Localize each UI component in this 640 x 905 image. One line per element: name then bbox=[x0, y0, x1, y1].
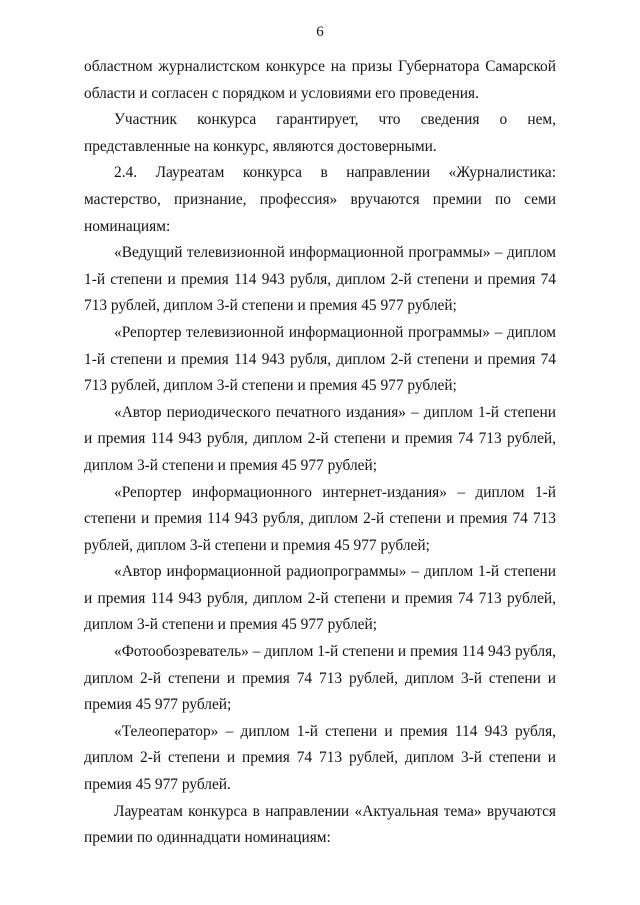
paragraph-guarantee: Участник конкурса гарантирует, что сведения о нем, представленные на конкурс, являются достоверными. bbox=[84, 111, 556, 155]
nomination-photo-reviewer: «Фотообозреватель» – диплом 1-й степени и премия 114 943 рубля, диплом 2-й степени и премия 74 713 рублей, диплом 3-й степени и премия 45 977 рублей; bbox=[84, 643, 556, 714]
nomination-radio-author: «Автор информационной радиопрограммы» – диплом 1-й степени и премия 114 943 рубля, диплом 2-й степени и премия 74 713 рублей, диплом 3-й степени и премия 45 977 рублей; bbox=[84, 563, 556, 634]
paragraph-actual-topic: Лауреатам конкурса в направлении «Актуальная тема» вручаются премии по одиннадцати номинациям: bbox=[84, 802, 556, 847]
nomination-tv-reporter: «Репортер телевизионной информационной программы» – диплом 1-й степени и премия 114 943 рубля, диплом 2-й степени и премия 74 713 рублей, диплом 3-й степени и премия 45 977 рублей; bbox=[84, 323, 556, 395]
nomination-tv-host: «Ведущий телевизионной информационной программы» – диплом 1-й степени и премия 114 943 рубля, диплом 2-й степени и премия 74 713 рублей, диплом 3-й степени и премия 45 977 рублей; bbox=[84, 244, 556, 315]
document-body bbox=[84, 54, 556, 852]
paragraph-section-2-4: 2.4. Лауреатам конкурса в направлении «Журналистика: мастерство, признание, профессия» вручаются премии по семи номинациям: bbox=[84, 164, 556, 235]
nomination-print-author: «Автор периодического печатного издания» – диплом 1-й степени и премия 114 943 рубля, диплом 2-й степени и премия 74 713 рублей, диплом 3-й степени и премия 45 977 рублей; bbox=[84, 403, 556, 474]
page-number: 6 bbox=[316, 24, 324, 40]
nomination-web-reporter: «Репортер информационного интернет-издания» – диплом 1-й степени и премия 114 943 рубля, диплом 2-й степени и премия 74 713 рублей, диплом 3-й степени и премия 45 977 рублей; bbox=[84, 483, 556, 554]
paragraph-continuation: областном журналистском конкурсе на призы Губернатора Самарской области и согласен с порядком и условиями его проведения. bbox=[84, 58, 556, 102]
nomination-tv-operator: «Телеоператор» – диплом 1-й степени и премия 114 943 рубля, диплом 2-й степени и премия 74 713 рублей, диплом 3-й степени и премия 45 977 рублей. bbox=[84, 722, 556, 794]
